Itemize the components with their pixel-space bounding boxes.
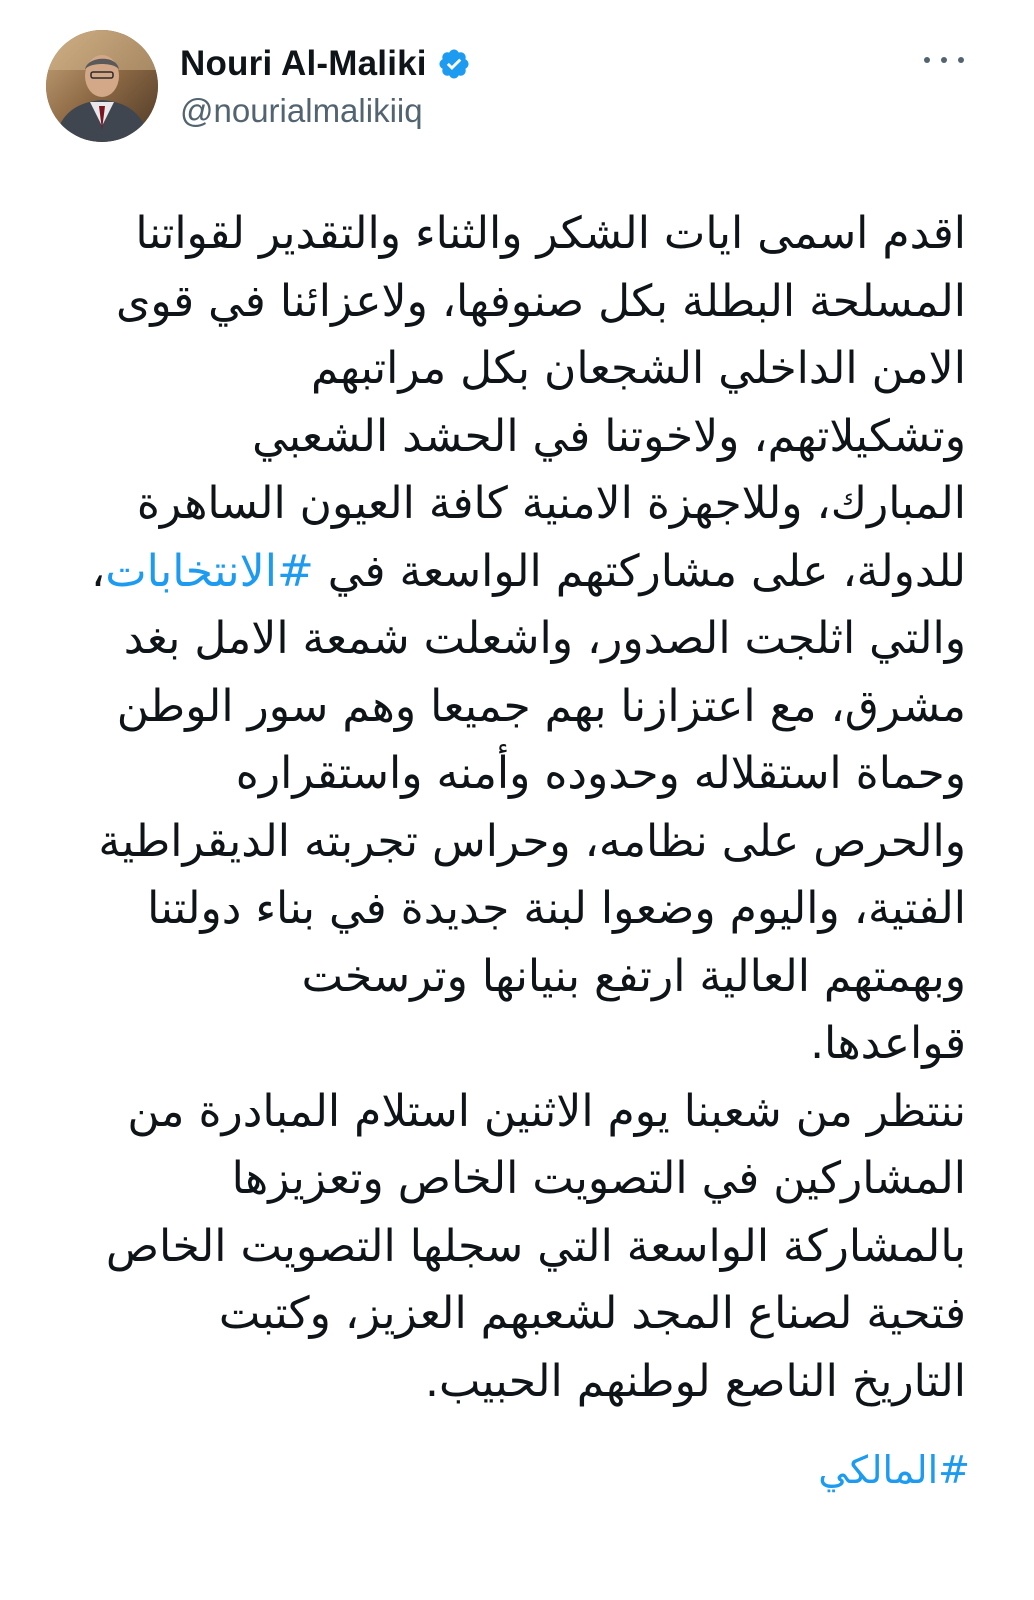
tweet-line: والتي اثلجت الصدور، واشعلت شمعة الامل بغد (123, 613, 966, 664)
tweet-line: وحماة استقلاله وحدوده وأمنه واستقراره (235, 748, 966, 799)
avatar-photo-icon (46, 30, 158, 142)
tweet-line: ننتظر من شعبنا يوم الاثنين استلام المبادرة من (127, 1085, 966, 1137)
tweet-line: فتحية لصناع المجد لشعبهم العزيز، وكتبت (218, 1288, 966, 1339)
tweet-line: التاريخ الناصع لوطنهم الحبيب. (424, 1355, 966, 1407)
more-options-button[interactable] (924, 48, 964, 72)
tweet-line: وبهمتهم العالية ارتفع بنيانها وترسخت (301, 950, 966, 1002)
tweet-line: قواعدها. (810, 1018, 966, 1069)
tweet-line: المبارك، وللاجهزة الامنية كافة العيون الساهرة (136, 478, 966, 529)
author-handle[interactable]: @nourialmalikiiq (180, 92, 423, 129)
tweet-header (46, 30, 986, 144)
author-display-name[interactable]: Nouri Al-Maliki (180, 44, 427, 83)
signature-hashtag-link[interactable]: #المالكي (818, 1448, 970, 1492)
tweet-line (50, 538, 966, 606)
tweet-line: المشاركين في التصويت الخاص وتعزيزها (231, 1153, 966, 1204)
more-horizontal-icon (941, 57, 947, 63)
tweet-line: بالمشاركة الواسعة التي سجلها التصويت الخاص (105, 1220, 966, 1272)
tweet-line: الفتية، واليوم وضعوا لبنة جديدة في بناء دولتنا (147, 883, 966, 934)
tweet-line: المسلحة البطلة بكل صنوفها، ولاعزائنا في قوى (115, 275, 966, 327)
tweet-line-segment: للدولة، على مشاركتهم الواسعة في (313, 545, 966, 597)
verified-badge-icon (437, 47, 471, 81)
hashtag-link[interactable]: #الانتخابات (105, 545, 314, 597)
more-horizontal-icon (958, 57, 964, 63)
tweet-line: الامن الداخلي الشجعان بكل مراتبهم (311, 343, 966, 394)
author-name-row (180, 42, 471, 86)
tweet-text (50, 200, 966, 1415)
more-horizontal-icon (924, 57, 930, 63)
avatar[interactable] (46, 30, 158, 142)
tweet-line: وتشكيلاتهم، ولاخوتنا في الحشد الشعبي (252, 410, 966, 462)
tweet-line: مشرق، مع اعتزازنا بهم جميعا وهم سور الوطن (116, 680, 966, 732)
tweet-line: والحرص على نظامه، وحراس تجربته الديقراطية (98, 815, 966, 867)
tweet-line: اقدم اسمى ايات الشكر والثناء والتقدير لقواتنا (135, 208, 966, 259)
tweet-line-segment: ، (91, 545, 106, 597)
